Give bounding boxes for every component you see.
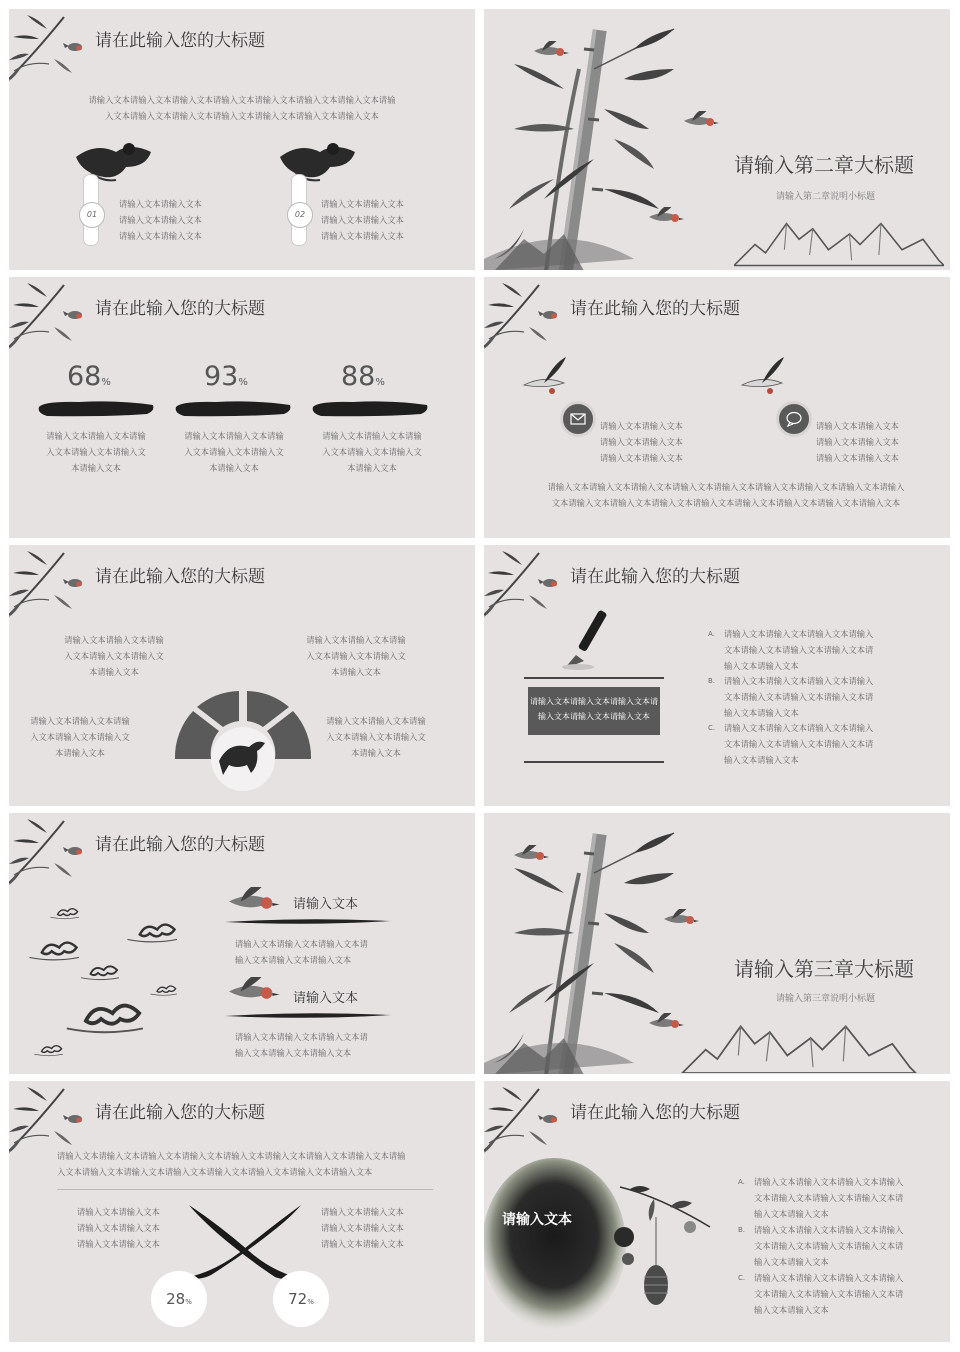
slide-3-stats <box>9 277 475 538</box>
text-line: 请输入文本请输入文本 <box>77 1238 160 1249</box>
slide-6 <box>484 545 950 806</box>
stat-line: 入文本请输入文本请输入文 <box>46 446 146 457</box>
list-marker: C. <box>708 724 716 732</box>
block-line: 请输入文本请输入文本请输 <box>306 635 406 645</box>
list-line: 文本请输入文本请输入文本请输入文本请 <box>754 1192 904 1203</box>
box-line: 输入文本请输入文本请输入文本 <box>538 712 650 721</box>
list-item <box>738 1175 903 1222</box>
list-line: 文本请输入文本请输入文本请输入文本请 <box>724 691 874 702</box>
stat-line: 入文本请输入文本请输入文 <box>184 446 284 457</box>
item-text <box>816 419 899 466</box>
item-text <box>235 937 368 969</box>
list-line: 请输入文本请输入文本请输入文本请输入 <box>754 1273 904 1283</box>
cloud-icon <box>63 999 143 1035</box>
list-marker: B. <box>738 1226 746 1234</box>
slide-9 <box>9 1081 475 1342</box>
crane-illustration <box>522 355 568 401</box>
ink-line <box>223 917 393 927</box>
text-block <box>49 633 179 680</box>
list-line: 文本请输入文本请输入文本请输入文本请 <box>754 1240 904 1251</box>
item-line: 请输入文本请输入文本 <box>816 436 899 447</box>
item-line: 请输入文本请输入文本请输入文本请 <box>235 939 368 949</box>
stat-value <box>204 361 248 392</box>
list-line: 文本请输入文本请输入文本请输入文本请 <box>754 1288 904 1299</box>
stat-unit: % <box>238 377 248 388</box>
cloud-icon <box>33 1043 63 1057</box>
item-line: 请输入文本请输入文本 <box>600 452 683 463</box>
list-line: 输入文本请输入文本 <box>754 1256 829 1267</box>
ink-brush-stroke <box>311 399 429 417</box>
item-line: 请输入文本请输入文本 <box>816 452 899 463</box>
percent-unit: % <box>185 1298 192 1306</box>
slide-title: 请在此输入您的大标题 <box>570 1103 740 1123</box>
lantern-flower-illustration <box>610 1177 720 1327</box>
list-line: 请输入文本请输入文本请输入文本请输入 <box>754 1177 904 1187</box>
item-text <box>119 197 202 244</box>
stat-line: 本请输入文本 <box>71 462 121 473</box>
cloud-icon <box>27 937 79 963</box>
item-line: 请输入文本请输入文本 <box>119 214 202 225</box>
bird-illustration <box>229 977 281 1009</box>
slide-title: 请在此输入您的大标题 <box>95 299 265 319</box>
slide-5 <box>9 545 475 806</box>
mountains-illustration <box>734 199 944 269</box>
divider <box>57 1189 433 1190</box>
block-line: 本请输入文本 <box>89 666 139 677</box>
slide-2-chapter <box>484 9 950 270</box>
list-item <box>708 674 873 721</box>
item-line: 请输入文本请输入文本请输入文本请 <box>235 1032 368 1042</box>
slide-title: 请在此输入您的大标题 <box>95 567 265 587</box>
list-line: 输入文本请输入文本 <box>754 1208 829 1219</box>
block-line: 入文本请输入文本请输入文 <box>30 731 130 742</box>
cloud-icon <box>49 905 79 921</box>
item-line: 请输入文本请输入文本 <box>321 214 404 225</box>
stat-line: 本请输入文本 <box>209 462 259 473</box>
paragraph <box>57 1149 405 1181</box>
list-line: 文本请输入文本请输入文本请输入文本请 <box>724 644 874 655</box>
list-line: 文本请输入文本请输入文本请输入文本请 <box>724 738 874 749</box>
ink-line <box>223 1011 393 1021</box>
item-line: 请输入文本请输入文本 <box>119 199 202 209</box>
cloud-icon <box>125 921 177 943</box>
ink-horse-rider-illustration <box>275 137 365 187</box>
para-line: 入文本请输入文本请输入文本请输入文本请输入文本请输入文本请输入文本请输入文本 <box>57 1166 373 1177</box>
list-marker: B. <box>708 677 716 685</box>
item-line: 输入文本请输入文本请输入文本 <box>235 954 352 965</box>
bamboo-corner-decoration <box>9 277 99 357</box>
ink-cross-stroke <box>181 1201 305 1281</box>
block-line: 本请输入文本 <box>351 747 401 758</box>
block-line: 本请输入文本 <box>55 747 105 758</box>
item-line: 请输入文本请输入文本 <box>600 421 683 431</box>
slide-title: 请在此输入您的大标题 <box>570 567 740 587</box>
list-item <box>708 721 873 768</box>
chapter-subtitle: 请输入第二章说明小标题 <box>776 192 876 202</box>
text-line: 请输入文本请输入文本 <box>77 1207 160 1217</box>
text-box <box>528 687 660 735</box>
item-line: 请输入文本请输入文本 <box>119 230 202 241</box>
text-block <box>311 714 441 761</box>
stat-line: 请输入文本请输入文本请输 <box>322 431 422 441</box>
bird-illustration <box>649 1013 685 1035</box>
number-badge: 01 <box>79 202 105 228</box>
list-line: 输入文本请输入文本 <box>724 660 799 671</box>
para-line: 请输入文本请输入文本请输入文本请输入文本请输入文本请输入文本请输入文本请输入文本请输 <box>57 1151 406 1161</box>
stat-text <box>169 429 299 476</box>
list-line: 输入文本请输入文本 <box>724 754 799 765</box>
divider <box>524 677 664 679</box>
chapter-title: 请输入第三章大标题 <box>734 957 914 981</box>
stat-text <box>307 429 437 476</box>
item-heading: 请输入文本 <box>293 897 359 912</box>
percent-value: 72 <box>288 1290 308 1308</box>
bird-illustration <box>514 845 550 867</box>
stat-number: 68 <box>67 361 102 392</box>
bird-illustration <box>684 111 720 133</box>
stat-number: 93 <box>204 361 239 392</box>
block-line: 本请输入文本 <box>331 666 381 677</box>
cloud-icon <box>79 963 119 981</box>
list-item <box>738 1223 903 1270</box>
stat-line: 本请输入文本 <box>347 462 397 473</box>
block-line: 请输入文本请输入文本请输 <box>64 635 164 645</box>
stat-line: 请输入文本请输入文本请输 <box>184 431 284 441</box>
bird-illustration <box>649 207 685 229</box>
bamboo-corner-decoration <box>484 277 574 357</box>
block-line: 入文本请输入文本请输入文 <box>306 650 406 661</box>
stat-unit: % <box>375 377 385 388</box>
block-line: 请输入文本请输入文本请输 <box>326 716 426 726</box>
ink-brush-stroke <box>37 399 155 417</box>
paragraph <box>498 480 950 512</box>
para-line: 请输入文本请输入文本请输入文本请输入文本请输入文本请输入文本请输入文本请输 <box>88 95 396 105</box>
item-line: 请输入文本请输入文本 <box>600 436 683 447</box>
list-marker: A. <box>708 630 715 638</box>
block-line: 入文本请输入文本请输入文 <box>326 731 426 742</box>
list-line: 请输入文本请输入文本请输入文本请输入 <box>724 676 874 686</box>
stat-line: 入文本请输入文本请输入文 <box>322 446 422 457</box>
text-line: 请输入文本请输入文本 <box>77 1222 160 1233</box>
bamboo-corner-decoration <box>9 545 99 625</box>
ink-brush-stroke <box>174 399 292 417</box>
percent-unit: % <box>307 1298 314 1306</box>
bird-illustration <box>534 41 570 63</box>
chapter-title: 请输入第二章大标题 <box>734 153 914 177</box>
crane-illustration <box>740 355 786 401</box>
slide-10 <box>484 1081 950 1342</box>
para-line: 入文本请输入文本请输入文本请输入文本请输入文本请输入文本请输入文本 <box>105 110 379 121</box>
slide-4 <box>484 277 950 538</box>
ink-label: 请输入文本 <box>502 1212 572 1228</box>
list-item <box>708 627 873 674</box>
percent-circle <box>273 1271 329 1327</box>
stat-line: 请输入文本请输入文本请输 <box>46 431 146 441</box>
item-text <box>600 419 683 466</box>
list-item <box>738 1271 903 1318</box>
list-line: 请输入文本请输入文本请输入文本请输入 <box>724 629 874 639</box>
chapter-subtitle: 请输入第三章说明小标题 <box>776 994 876 1004</box>
bird-illustration <box>229 887 281 919</box>
stat-text <box>31 429 161 476</box>
item-line: 请输入文本请输入文本 <box>816 421 899 431</box>
slide-7 <box>9 813 475 1074</box>
slide-title: 请在此输入您的大标题 <box>95 835 265 855</box>
bamboo-corner-decoration <box>9 9 99 89</box>
bamboo-corner-decoration <box>9 813 99 893</box>
stat-value <box>341 361 385 392</box>
list-line: 输入文本请输入文本 <box>754 1304 829 1315</box>
slide-title: 请在此输入您的大标题 <box>95 1103 265 1123</box>
slide-title: 请在此输入您的大标题 <box>570 299 740 319</box>
chat-icon <box>776 401 812 437</box>
list-line: 输入文本请输入文本 <box>724 707 799 718</box>
number-badge: 02 <box>287 202 313 228</box>
bamboo-illustration <box>484 9 704 270</box>
list-line: 请输入文本请输入文本请输入文本请输入 <box>724 723 874 733</box>
item-line: 请输入文本请输入文本 <box>321 199 404 209</box>
para-line: 请输入文本请输入文本请输入文本请输入文本请输入文本请输入文本请输入文本请输入文本请输入 <box>547 482 905 492</box>
slide-1 <box>9 9 475 270</box>
item-line: 请输入文本请输入文本 <box>321 230 404 241</box>
item-line: 输入文本请输入文本请输入文本 <box>235 1047 352 1058</box>
mountains-illustration <box>654 1003 944 1073</box>
paragraph <box>9 93 475 125</box>
box-line: 请输入文本请输入文本请输入文本请 <box>530 697 658 706</box>
ink-brush-illustration <box>558 607 618 677</box>
list-line: 请输入文本请输入文本请输入文本请输入 <box>754 1225 904 1235</box>
arc-segment-diagram <box>169 663 317 793</box>
text-line: 请输入文本请输入文本 <box>321 1238 404 1249</box>
item-text <box>235 1030 368 1062</box>
stat-number: 88 <box>341 361 376 392</box>
text-line: 请输入文本请输入文本 <box>321 1222 404 1233</box>
list-marker: C. <box>738 1274 746 1282</box>
bird-illustration <box>664 909 700 931</box>
left-text <box>77 1205 160 1252</box>
slide-title: 请在此输入您的大标题 <box>95 31 265 51</box>
percent-value: 28 <box>166 1290 186 1308</box>
divider <box>524 761 664 763</box>
stat-value <box>67 361 111 392</box>
text-block <box>15 714 145 761</box>
item-text <box>321 197 404 244</box>
block-line: 入文本请输入文本请输入文 <box>64 650 164 661</box>
mail-icon <box>560 401 596 437</box>
para-line: 文本请输入文本请输入文本请输入文本请输入文本请输入文本请输入文本请输入文本请输入文本 <box>551 497 901 508</box>
item-heading: 请输入文本 <box>293 991 359 1006</box>
list-marker: A. <box>738 1178 745 1186</box>
text-line: 请输入文本请输入文本 <box>321 1207 404 1217</box>
stat-unit: % <box>101 377 111 388</box>
right-text <box>321 1205 404 1252</box>
slide-8-chapter <box>484 813 950 1074</box>
percent-circle <box>151 1271 207 1327</box>
cloud-icon <box>149 983 177 997</box>
block-line: 请输入文本请输入文本请输 <box>30 716 130 726</box>
